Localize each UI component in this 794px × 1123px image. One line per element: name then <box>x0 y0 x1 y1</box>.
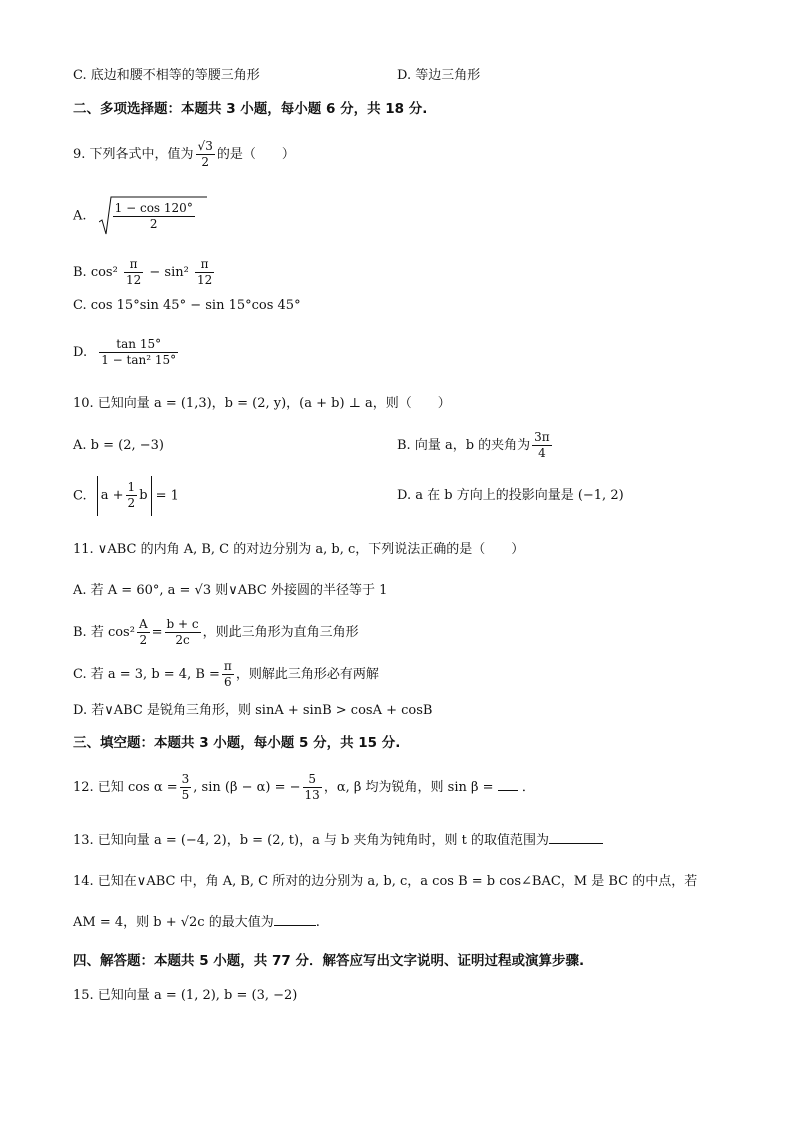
q10-c-expr-b: b <box>139 488 148 503</box>
q14-line-2-text: AM = 4，则 b + √2c 的最大值为 <box>73 915 274 930</box>
q9-b-label: B. cos² <box>73 265 122 280</box>
q10-b-num: 3π <box>534 430 550 444</box>
q9-b-den-2: 12 <box>196 273 213 287</box>
q10-c-fraction <box>126 480 138 511</box>
q10-c-den: 2 <box>127 496 136 510</box>
q9-frac-num: √3 <box>197 139 213 153</box>
q11-c-num: π <box>223 659 232 673</box>
q11-b-f2-den: 2c <box>175 633 190 647</box>
sqrt-icon <box>99 196 197 236</box>
q11-option-c <box>73 656 379 694</box>
q12-f2-den: 13 <box>304 788 320 802</box>
q10-b-den: 4 <box>538 446 546 460</box>
q9-option-b <box>73 255 216 291</box>
q9-b-fraction-2 <box>195 257 214 288</box>
section-4-heading: 四、解答题：本题共 5 小题，共 77 分．解答应写出文字说明、证明过程或演算步骤. <box>73 953 585 969</box>
q13-stem <box>73 832 603 850</box>
q10-c-abs <box>97 476 152 516</box>
q13-text: 13. 已知向量 a = (−4, 2)，b = (2, t)，a 与 b 夹角为钝角时，则 t 的取值范围为 <box>73 833 550 848</box>
q12-post: ，α, β 均为锐角，则 sin β = <box>323 780 494 795</box>
q13-answer-blank <box>549 843 603 844</box>
q11-b-f1-num: A <box>138 617 148 631</box>
q10-option-d: D. a 在 b 方向上的投影向量是 (−1, 2) <box>397 488 624 503</box>
q9-b-num-1: π <box>124 257 143 273</box>
q10-option-a: A. b = (2, −3) <box>73 438 164 453</box>
q8-option-d: D. 等边三角形 <box>397 68 481 83</box>
q11-option-b: B. 若 cos² $\frac{A}{2}$ = $\frac{b + c}{2c}$ ，则此三角形为直角三角形 <box>73 617 359 647</box>
q9-d-den: 1 − tan² 15° <box>101 353 177 367</box>
q11-b-f1-den: 2 <box>139 633 148 647</box>
q11-b-fraction-1 <box>137 617 150 648</box>
q11-stem: 11. ∨ABC 的内角 A, B, C 的对边分别为 a, b, c，下列说法正确的是（ ） <box>73 542 525 557</box>
q12-fraction-2 <box>303 772 322 803</box>
q10-stem: 10. 已知向量 a = (1,3)，b = (2, y)，(a + b) ⊥ a，则（ ） <box>73 396 451 411</box>
q10-c-num: 1 <box>127 480 136 494</box>
q12-pre: 12. 已知 cos α = <box>73 780 178 795</box>
section-3-heading: 三、填空题：本题共 3 小题，每小题 5 分，共 15 分. <box>73 735 401 751</box>
q9-b-den-1: 12 <box>125 273 142 287</box>
q10-c-expr-a: a + <box>100 488 124 503</box>
q9-option-d <box>73 334 180 372</box>
q9-b-num-2: π <box>195 257 214 273</box>
q12-f2-num: 5 <box>303 772 322 788</box>
q15-stem: 15. 已知向量 a = (1, 2), b = (3, −2) <box>73 988 298 1003</box>
q9-prefix: 9. 下列各式中，值为 <box>73 147 194 162</box>
q9-b-fraction-1 <box>124 257 143 288</box>
q10-c-rhs: = 1 <box>155 488 179 504</box>
q9-d-fraction <box>99 337 178 368</box>
q9-d-label: D. <box>73 345 88 360</box>
q11-b-pre: B. 若 cos² <box>73 625 135 640</box>
q14-line-2 <box>73 914 320 932</box>
q9-a-label: A. <box>73 208 87 224</box>
q11-option-d: D. 若∨ABC 是锐角三角形，则 sinA + sinB > cosA + cosB <box>73 703 433 718</box>
q11-c-pre: C. 若 a = 3, b = 4, B = <box>73 667 220 682</box>
q9-b-mid: − sin² <box>145 265 193 280</box>
q9-a-den: 2 <box>149 217 158 231</box>
q10-c-label: C. <box>73 488 87 504</box>
section-2-heading: 二、多项选择题：本题共 3 小题，每小题 6 分，共 18 分. <box>73 101 428 117</box>
q12-fraction-1 <box>180 772 192 803</box>
q9-d-num: tan 15° <box>99 337 178 353</box>
q9-fraction <box>196 139 215 170</box>
q10-b-text: B. 向量 a，b 的夹角为 <box>397 438 531 453</box>
q14-answer-blank <box>274 925 316 926</box>
q9-suffix: 的是（ ） <box>216 147 295 162</box>
q11-c-fraction <box>222 659 234 690</box>
q9-stem <box>73 136 295 174</box>
q14-line-1: 14. 已知在∨ABC 中，角 A, B, C 所对的边分别为 a, b, c，a cos B = b cos∠BAC，M 是 BC 的中点，若 <box>73 874 698 889</box>
q12-f1-den: 5 <box>181 788 190 802</box>
q11-b-fraction-2 <box>165 617 201 648</box>
q10-b-fraction <box>532 430 552 461</box>
q12-stem <box>73 768 535 808</box>
q9-a-num: 1 − cos 120° <box>114 201 193 215</box>
q12-f1-num: 3 <box>181 772 190 786</box>
q9-option-c: C. cos 15°sin 45° − sin 15°cos 45° <box>73 298 301 313</box>
q11-b-f2-num: b + c <box>166 617 199 631</box>
q12-answer-blank <box>498 790 518 791</box>
q11-b-post: ，则此三角形为直角三角形 <box>202 625 359 640</box>
q9-option-a <box>73 196 197 237</box>
q12-end: ． <box>521 780 535 795</box>
q10-option-b <box>397 428 554 464</box>
q11-option-a: A. 若 A = 60°, a = √3 则∨ABC 外接圆的半径等于 1 <box>73 583 388 598</box>
q9-frac-den: 2 <box>201 155 209 169</box>
q11-c-post: ，则解此三角形必有两解 <box>235 667 379 682</box>
q10-option-c <box>73 476 179 517</box>
q14-line-2-end: . <box>315 915 320 930</box>
q12-mid: , sin (β − α) = − <box>193 780 301 795</box>
q8-option-c: C. 底边和腰不相等的等腰三角形 <box>73 68 260 83</box>
q11-c-den: 6 <box>224 675 232 689</box>
